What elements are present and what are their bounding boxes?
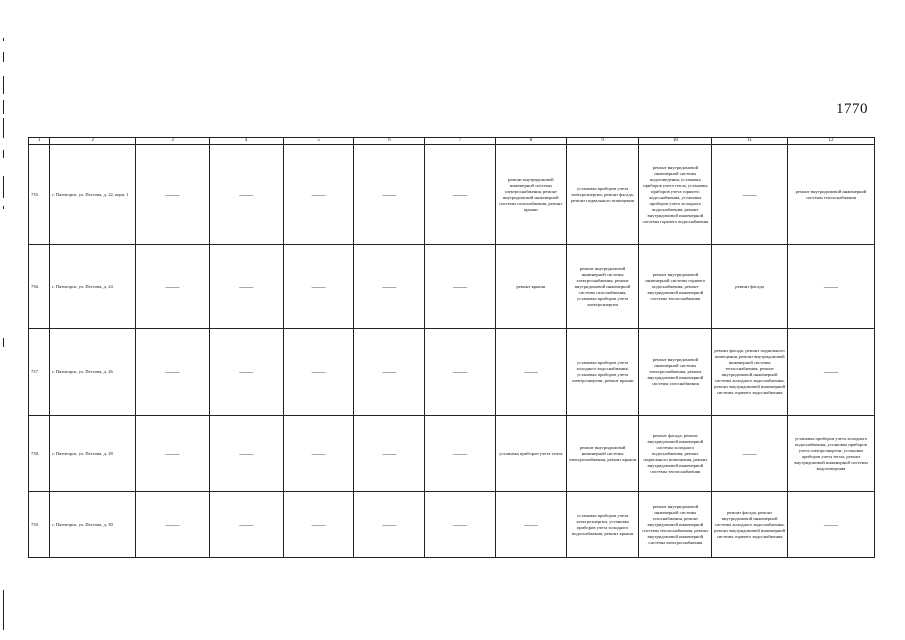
table-cell: —— [354,492,425,558]
table-cell: —— [209,492,283,558]
table-cell: —— [136,329,210,416]
table-cell: ремонт внутридомовой инженерной системы электроснабжения, ремонт крыши [566,416,639,492]
table-cell: ремонт фасада [712,245,788,329]
repair-schedule-table [28,137,875,558]
table-cell: —— [209,416,283,492]
table-cell: установка приборов учета электроэнергии, установка приборов учета холодного водоснабжения, ремонт крыши [566,492,639,558]
table-cell: ремонт крыши [495,245,566,329]
table-row [29,145,875,245]
row-number: 735. [29,145,50,245]
column-number: 9 [566,138,639,145]
table-cell: —— [283,416,354,492]
table-cell: —— [354,245,425,329]
table-cell: —— [425,416,496,492]
row-number: 736. [29,245,50,329]
table-cell: установка приборов учета холодного водоснабжения, установка приборов учета электроэнергии, установка приборов учета тепла, ремонт внутридомовой инженерной системы водоотведения [788,416,875,492]
column-number: 12 [788,138,875,145]
table-cell: ремонт внутридомовой инженерной системы водоотведения, установка приборов учета тепла, установка приборов учета горячего водоснабжения, установка приборов учета холодного водоснабжения, ремонт внутридомовой инженерной системы горячего водоснабжения [639,145,712,245]
table-cell: —— [283,329,354,416]
table-row [29,245,875,329]
column-number: 10 [639,138,712,145]
table-cell: —— [425,245,496,329]
table-cell: —— [354,416,425,492]
column-number: 1 [29,138,50,145]
table-cell: —— [354,145,425,245]
table-row [29,416,875,492]
table-cell: установка приборов учета тепла [495,416,566,492]
table-cell: ремонт фасада, ремонт внутридомовой инженерной системы холодного водоснабжения, ремонт подвального помещения, ремонт внутридомовой инженерной системы теплоснабжения [639,416,712,492]
address-cell: г. Пятигорск, ул. Пестова, д. 30 [50,492,136,558]
page-number: 1770 [836,101,868,117]
table-cell: —— [283,145,354,245]
column-number: 8 [495,138,566,145]
table-cell: —— [425,329,496,416]
table-cell: —— [209,329,283,416]
table-cell: —— [788,492,875,558]
table-cell: —— [425,145,496,245]
table-cell: установка приборов учета электроэнергии, ремонт фасада, ремонт подвального помещения [566,145,639,245]
table-cell: ремонт внутридомовой инженерной системы электроснабжения, ремонт внутридомовой инженерной системы газоснабжения [639,329,712,416]
table-cell: —— [495,492,566,558]
table-cell: —— [209,245,283,329]
table-cell: —— [788,329,875,416]
table-cell: ремонт внутридомовой инженерной системы горячего водоснабжения, ремонт внутридомовой инженерной системы теплоснабжения [639,245,712,329]
table-cell: установка приборов учета холодного водоснабжения, установка приборов учета электроэнергии, ремонт крыши [566,329,639,416]
column-number: 3 [136,138,210,145]
row-number: 738. [29,416,50,492]
column-number: 5 [283,138,354,145]
column-number: 2 [50,138,136,145]
column-number-row [29,138,875,145]
address-cell: г. Пятигорск, ул. Пестова, д. 24 [50,245,136,329]
table-cell: —— [425,492,496,558]
row-number: 737. [29,329,50,416]
table-row [29,492,875,558]
table-cell: —— [354,329,425,416]
address-cell: г. Пятигорск, ул. Пестова, д. 28 [50,416,136,492]
table-cell: —— [136,492,210,558]
table-cell: —— [788,245,875,329]
table-cell: ремонт внутридомовой инженерной системы электроснабжения, ремонт внутридомовой инженерной системы газоснабжения, установка приборов учета электроэнергии [566,245,639,329]
table-cell: ремонт внутридомовой инженерной системы электроснабжения, ремонт внутридомовой инженерной системы газоснабжения, ремонт крыши [495,145,566,245]
address-cell: г. Пятигорск, ул. Пестова, д. 26 [50,329,136,416]
table-cell: —— [495,329,566,416]
address-cell: г. Пятигорск, ул. Пестова, д. 22, корп. 1 [50,145,136,245]
table-cell: ремонт внутридомовой инженерной системы газоснабжения, ремонт внутридомовой инженерной системы теплоснабжения, ремонт внутридомовой инженерной системы электроснабжения [639,492,712,558]
table-cell: —— [136,145,210,245]
table-cell: ремонт фасада, ремонт подвального помещения, ремонт внутридомовой инженерной системы теплоснабжения, ремонт внутридомовой инженерной системы холодного водоснабжения, ремонт внутридомовой инженерной системы горячего водоснабжения [712,329,788,416]
column-number: 6 [354,138,425,145]
table-cell: ремонт фасада, ремонт внутридомовой инженерной системы холодного водоснабжения, ремонт внутридомовой инженерной системы горячего водоснабжения [712,492,788,558]
table-row [29,329,875,416]
table-cell: ремонт внутридомовой инженерной системы теплоснабжения [788,145,875,245]
row-number: 739. [29,492,50,558]
table-cell: —— [209,145,283,245]
table-cell: —— [712,145,788,245]
column-number: 4 [209,138,283,145]
table-cell: —— [283,492,354,558]
column-number: 7 [425,138,496,145]
table-cell: —— [136,416,210,492]
binding-margin-marks [0,0,8,640]
column-number: 11 [712,138,788,145]
table-cell: —— [283,245,354,329]
table-cell: —— [136,245,210,329]
table-cell: —— [712,416,788,492]
